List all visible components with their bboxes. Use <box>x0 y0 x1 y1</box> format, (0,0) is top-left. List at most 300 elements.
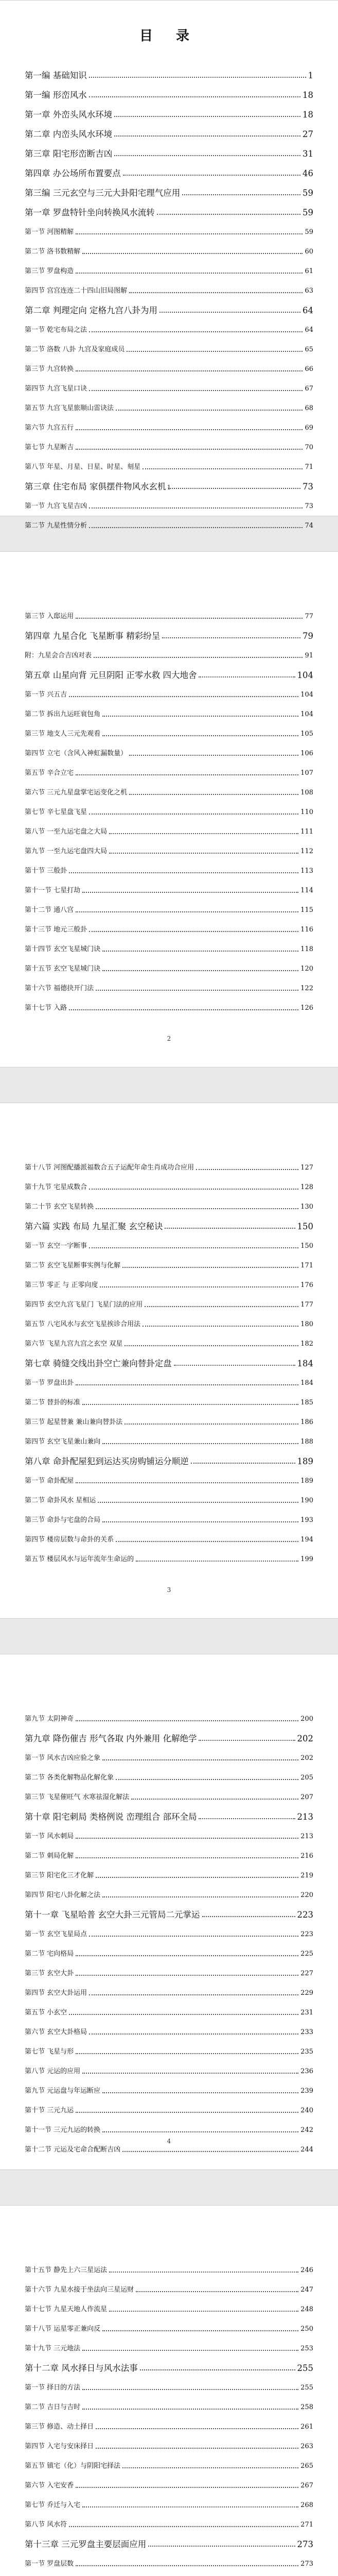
toc-entry[interactable] <box>25 662 313 682</box>
toc-entry[interactable] <box>25 1487 313 1507</box>
toc-entry[interactable] <box>25 760 313 779</box>
toc-entry[interactable] <box>25 160 313 180</box>
toc-entry-title: 第三章 阳宅形峦断吉凶 <box>25 149 113 159</box>
toc-entry-title: 第三节 罗盘构造 <box>25 267 74 275</box>
toc-entry-title: 第二节 命卦风水 星相运 <box>25 1497 96 1504</box>
dot-leader <box>98 1502 298 1503</box>
dot-leader <box>82 2409 298 2410</box>
toc-entry-page-number: 113 <box>300 867 313 875</box>
toc-entry-title: 第五节 小玄空 <box>25 2009 67 2016</box>
toc-entry-page-number: 263 <box>300 2443 313 2450</box>
toc-entry-title: 第十二节 元运及宅命合配断吉凶 <box>25 2146 121 2154</box>
toc-entry-title: 第八节 一至九运宅盘之大局 <box>25 828 108 836</box>
toc-entry-title: 第一编 形峦风水 <box>25 90 87 100</box>
toc-list <box>25 62 313 532</box>
dot-leader <box>140 2369 295 2370</box>
toc-entry[interactable] <box>25 799 313 819</box>
toc-entry-page-number: 205 <box>300 1774 313 1782</box>
toc-entry[interactable] <box>25 740 313 760</box>
dot-leader <box>76 2053 298 2054</box>
toc-entry[interactable] <box>25 2433 313 2453</box>
toc-entry-title: 第二节 玄空飞星断事实例与化解 <box>25 1262 121 1269</box>
toc-entry-page-number: 184 <box>297 1359 313 1368</box>
toc-entry-title: 第八节 元运的应用 <box>25 2067 81 2075</box>
toc-entry[interactable] <box>25 877 313 897</box>
toc-entry[interactable] <box>25 917 313 936</box>
toc-entry[interactable] <box>25 2394 313 2414</box>
toc-entry-page-number: 244 <box>300 2146 313 2154</box>
toc-entry[interactable] <box>25 2335 313 2355</box>
dot-leader <box>76 1975 298 1976</box>
toc-entry-page-number: 207 <box>300 1793 313 1801</box>
toc-entry-title: 第八节 年星、月星、日星、时星、刻星 <box>25 463 141 471</box>
toc-entry[interactable] <box>25 2570 313 2576</box>
toc-entry[interactable] <box>25 1823 313 1843</box>
toc-entry[interactable] <box>25 1902 313 1921</box>
dot-leader <box>69 2526 298 2527</box>
toc-entry-title: 第一章 外峦头风水环境 <box>25 110 113 120</box>
toc-entry[interactable] <box>25 1527 313 1546</box>
dot-leader <box>82 2389 298 2390</box>
toc-entry[interactable] <box>25 2551 313 2570</box>
toc-entry[interactable] <box>25 82 313 101</box>
toc-entry-page-number: 61 <box>305 267 313 275</box>
dot-leader <box>109 2311 298 2312</box>
dot-leader <box>109 833 298 834</box>
toc-entry-title: 第二章 判理定向 定格九宫八卦为用 <box>25 306 157 315</box>
toc-entry[interactable] <box>25 975 313 995</box>
toc-entry-page-number: 59 <box>303 208 313 217</box>
toc-entry-page-number: 1 <box>308 71 313 80</box>
toc-entry-title: 第五节 八宅风水与玄空飞星挨诊合用法 <box>25 1320 141 1328</box>
toc-entry[interactable] <box>25 356 313 376</box>
toc-entry-page-number: 68 <box>305 404 313 412</box>
toc-entry[interactable] <box>25 721 313 740</box>
toc-entry[interactable] <box>25 415 313 434</box>
toc-entry[interactable] <box>25 936 313 956</box>
toc-entry-page-number: 219 <box>300 1872 313 1879</box>
toc-entry-page-number: 271 <box>300 2521 313 2529</box>
dot-leader <box>96 2448 298 2449</box>
toc-entry-page-number: 67 <box>305 385 313 393</box>
toc-entry-title: 第四章 办公场所布置要点 <box>25 168 121 178</box>
toc-entry-title: 第七章 骑缝交线出卦空亡兼向替卦定盘 <box>25 1359 172 1368</box>
toc-entry-title: 第十七节 入路 <box>25 1004 67 1012</box>
toc-entry-page-number: 200 <box>300 1715 313 1723</box>
toc-entry[interactable] <box>25 278 313 297</box>
dot-leader <box>76 1955 298 1956</box>
toc-entry[interactable] <box>25 219 313 239</box>
dot-leader <box>89 2033 298 2035</box>
toc-entry-page-number: 77 <box>305 613 313 620</box>
toc-entry-title: 第六节 玄空大卦格局 <box>25 2028 87 2036</box>
toc-entry[interactable] <box>25 1389 313 1409</box>
toc-entry-page-number: 130 <box>300 1203 313 1211</box>
dot-leader <box>100 1286 298 1287</box>
toc-entry[interactable] <box>25 180 313 199</box>
toc-entry[interactable] <box>25 1706 313 1725</box>
toc-entry[interactable] <box>25 1311 313 1331</box>
toc-entry[interactable] <box>25 2375 313 2394</box>
toc-entry[interactable] <box>25 1546 313 1566</box>
toc-entry-page-number: 106 <box>300 750 313 757</box>
toc-entry[interactable] <box>25 1980 313 1999</box>
toc-entry-page-number: 229 <box>300 1989 313 1997</box>
dot-leader <box>89 77 306 78</box>
toc-entry[interactable] <box>25 2058 313 2078</box>
dot-leader <box>102 970 298 971</box>
toc-entry-page-number: 18 <box>303 110 313 120</box>
dot-leader <box>69 696 298 697</box>
toc-entry-title: 第十一章 飞星哈普 玄空大卦三元管局二元掌运 <box>25 1910 200 1920</box>
toc-entry-page-number: 189 <box>297 1456 313 1466</box>
toc-entry[interactable] <box>25 1233 313 1252</box>
toc-entry-page-number: 220 <box>300 1891 313 1899</box>
toc-list <box>25 603 313 1014</box>
dot-leader <box>129 794 298 795</box>
toc-entry-title: 第一节 罗盘出卦 <box>25 1379 74 1387</box>
toc-entry-page-number: 258 <box>300 2403 313 2411</box>
toc-entry-title: 第三节 九宫转换 <box>25 365 74 373</box>
toc-entry[interactable] <box>25 297 313 317</box>
toc-entry[interactable] <box>25 121 313 141</box>
toc-entry-title: 第四节 玄空大卦运用 <box>25 1989 87 1997</box>
toc-entry-page-number: 223 <box>300 1930 313 1938</box>
dot-leader <box>145 1306 298 1307</box>
dot-leader <box>202 1916 295 1917</box>
toc-entry[interactable] <box>25 2019 313 2039</box>
dot-leader <box>76 370 303 371</box>
toc-entry-page-number: 213 <box>300 1833 313 1840</box>
toc-entry-title: 第六节 九宫五行 <box>25 424 74 432</box>
toc-entry-page-number: 120 <box>300 965 313 973</box>
toc-entry[interactable] <box>25 258 313 278</box>
toc-entry-page-number: 59 <box>303 188 313 198</box>
toc-entry[interactable] <box>25 858 313 877</box>
toc-entry-page-number: 213 <box>297 1812 313 1822</box>
dot-leader <box>69 872 298 873</box>
toc-entry[interactable] <box>25 1941 313 1960</box>
dot-leader <box>122 2151 298 2152</box>
dot-leader <box>89 331 303 332</box>
toc-entry[interactable] <box>25 701 313 721</box>
page-number: 2 <box>167 1035 171 1042</box>
dot-leader <box>191 1463 295 1464</box>
toc-entry-title: 第四节 玄空飞星兼山兼向 <box>25 1438 101 1446</box>
toc-entry-title: 第二节 拆出九运旺衰包角 <box>25 710 101 718</box>
toc-entry[interactable] <box>25 1213 313 1233</box>
toc-entry-page-number: 74 <box>305 522 313 530</box>
toc-entry-page-number: 79 <box>303 631 313 641</box>
toc-entry-page-number: 73 <box>305 502 313 510</box>
dot-leader <box>127 351 303 352</box>
toc-entry[interactable] <box>25 1155 313 1174</box>
toc-entry[interactable] <box>25 1448 313 1468</box>
dot-leader <box>89 931 298 932</box>
toc-entry-title: 第二节 九星性情分析 <box>25 522 87 530</box>
toc-entry-page-number: 246 <box>300 2266 313 2274</box>
toc-entry[interactable] <box>25 2355 313 2375</box>
toc-entry-page-number: 70 <box>305 444 313 451</box>
toc-entry-page-number: 171 <box>300 1262 313 1269</box>
toc-entry-page-number: 250 <box>300 2325 313 2333</box>
toc-entry-page-number: 114 <box>300 887 313 894</box>
toc-entry-page-number: 111 <box>300 828 313 836</box>
toc-entry[interactable] <box>25 956 313 975</box>
toc-entry-page-number: 46 <box>303 168 313 178</box>
toc-entry[interactable] <box>25 897 313 917</box>
dot-leader <box>148 2546 295 2547</box>
toc-entry-page-number: 65 <box>305 346 313 353</box>
toc-entry[interactable] <box>25 2257 313 2277</box>
toc-entry-page-number: 239 <box>300 2087 313 2095</box>
toc-entry-page-number: 18 <box>303 90 313 100</box>
page-number: 1 <box>167 484 171 491</box>
dot-leader <box>159 312 300 313</box>
dot-leader <box>76 1384 298 1385</box>
dot-leader <box>94 657 303 658</box>
toc-entry-title: 第四节 宫宫连连二十四山旧局图解 <box>25 287 128 295</box>
dot-leader <box>76 273 303 274</box>
toc-entry-page-number: 59 <box>305 228 313 236</box>
toc-entry[interactable] <box>25 1882 313 1902</box>
toc-entry[interactable] <box>25 141 313 160</box>
toc-entry[interactable] <box>25 1804 313 1823</box>
toc-entry-page-number: 182 <box>300 1340 313 1348</box>
toc-entry-title: 第五章 山星向背 元旦阴阳 正零水救 四大地舍 <box>25 670 197 680</box>
toc-entry[interactable] <box>25 682 313 701</box>
dot-leader <box>69 2014 298 2015</box>
dot-leader <box>76 2112 298 2113</box>
dot-leader <box>82 2073 298 2074</box>
toc-entry-title: 第七节 乔迁与入宅 <box>25 2501 81 2509</box>
dot-leader <box>122 2467 298 2468</box>
toc-entry-page-number: 73 <box>303 482 313 492</box>
toc-entry-title: 第九节 太阴神奇 <box>25 1715 74 1723</box>
toc-entry-title: 第一节 兴五吉 <box>25 691 67 699</box>
toc-entry-title: 第三节 命卦与宅盘的合局 <box>25 1516 101 1524</box>
toc-entry-title: 第十六节 九星水接于坐法向三星运财 <box>25 2286 134 2294</box>
toc-entry[interactable] <box>25 1843 313 1862</box>
toc-entry-title: 第九章 降伤催吉 形气各取 内外兼用 化解绝学 <box>25 1734 197 1743</box>
document-page <box>0 1654 338 2170</box>
document-page <box>0 0 338 530</box>
toc-entry-title: 第一节 玄空飞星局点 <box>25 1930 87 1938</box>
toc-entry[interactable] <box>25 239 313 258</box>
dot-leader <box>124 1423 298 1425</box>
toc-entry[interactable] <box>25 2078 313 2097</box>
toc-entry-title: 第三节 阳宅化三才化解 <box>25 1872 94 1879</box>
dot-leader <box>131 1799 298 1800</box>
dot-leader <box>162 637 300 638</box>
toc-entry-page-number: 255 <box>297 2363 313 2373</box>
toc-entry[interactable] <box>25 995 313 1014</box>
dot-leader <box>116 1779 298 1780</box>
toc-entry[interactable] <box>25 2039 313 2058</box>
toc-entry-page-number: 91 <box>305 652 313 659</box>
toc-entry-page-number: 265 <box>300 2462 313 2470</box>
toc-entry-title: 第十九节 三元地法 <box>25 2345 81 2352</box>
toc-entry[interactable] <box>25 1745 313 1765</box>
toc-entry[interactable] <box>25 1350 313 1370</box>
toc-entry[interactable] <box>25 395 313 415</box>
toc-entry[interactable] <box>25 2453 313 2472</box>
toc-entry-title: 第一节 乾宅布局之法 <box>25 326 87 334</box>
dot-leader <box>199 1740 295 1741</box>
toc-entry-page-number: 240 <box>300 2107 313 2114</box>
toc-entry-title: 第六节 入宅安香 <box>25 2482 74 2489</box>
dot-leader <box>116 1541 298 1542</box>
dot-leader <box>102 716 298 717</box>
toc-entry-title: 第四节 九宫飞星口诀 <box>25 385 87 393</box>
toc-entry[interactable] <box>25 1409 313 1429</box>
toc-entry[interactable] <box>25 1331 313 1350</box>
toc-entry[interactable] <box>25 1507 313 1527</box>
toc-entry-title: 第三节 玄空大卦 <box>25 1970 74 1977</box>
toc-entry[interactable] <box>25 2097 313 2117</box>
toc-entry[interactable] <box>25 1252 313 1272</box>
dot-leader <box>76 1720 298 1721</box>
dot-leader <box>89 1994 298 1995</box>
toc-entry[interactable] <box>25 642 313 662</box>
toc-entry-page-number: 190 <box>300 1497 313 1504</box>
toc-entry[interactable] <box>25 1921 313 1941</box>
dot-leader <box>82 2350 298 2351</box>
dot-leader <box>76 429 303 430</box>
toc-entry[interactable] <box>25 2296 313 2316</box>
toc-entry[interactable] <box>25 819 313 838</box>
toc-list <box>25 2257 313 2576</box>
toc-entry-page-number: 193 <box>300 1516 313 1524</box>
toc-entry[interactable] <box>25 838 313 858</box>
toc-entry-title: 第二节 各类化解物品化解化象 <box>25 1774 114 1782</box>
toc-entry[interactable] <box>25 1784 313 1804</box>
toc-entry-title: 第十九节 宅星成数合 <box>25 1183 87 1191</box>
toc-entry-page-number: 273 <box>300 2560 313 2568</box>
toc-entry[interactable] <box>25 2472 313 2492</box>
dot-leader <box>82 253 303 254</box>
toc-entry-page-number: 177 <box>300 1301 313 1309</box>
toc-entry[interactable] <box>25 317 313 336</box>
dot-leader <box>114 135 300 137</box>
toc-entry[interactable] <box>25 1765 313 1784</box>
dot-leader <box>76 774 298 775</box>
toc-title: 目 录 <box>139 28 199 44</box>
toc-entry[interactable] <box>25 2316 313 2335</box>
dot-leader <box>102 735 298 736</box>
toc-entry[interactable] <box>25 62 313 82</box>
toc-entry-page-number: 176 <box>300 1281 313 1289</box>
toc-entry-page-number: 64 <box>303 306 313 315</box>
toc-entry-title: 第六节 飞星九宫九宫之玄空 双星 <box>25 1340 123 1348</box>
dot-leader <box>76 1838 298 1839</box>
toc-entry[interactable] <box>25 513 313 532</box>
toc-entry-title: 第三章 住宅布局 家俱摆件物风水玄机 <box>25 482 166 492</box>
document-page <box>0 551 338 1067</box>
toc-entry-page-number: 66 <box>305 365 313 373</box>
toc-entry[interactable] <box>25 623 313 642</box>
toc-entry[interactable] <box>25 2277 313 2296</box>
toc-entry-title: 第十章 阳宅刺局 类格例说 峦理组合 部环全局 <box>25 1812 197 1822</box>
toc-entry-title: 第二节 宅向格局 <box>25 1950 74 1958</box>
toc-entry-title: 第一节 风水吉凶应验之象 <box>25 1754 101 1762</box>
toc-entry[interactable] <box>25 1960 313 1980</box>
toc-entry[interactable] <box>25 1429 313 1448</box>
toc-entry[interactable] <box>25 1999 313 2019</box>
toc-entry-title: 第四节 楼房层数与命卦的关系 <box>25 1536 114 1544</box>
toc-entry[interactable] <box>25 1468 313 1487</box>
toc-entry-page-number: 31 <box>303 149 313 159</box>
dot-leader <box>114 155 300 156</box>
toc-entry-title: 第十节 三元九运 <box>25 2107 74 2114</box>
toc-entry-title: 第二十节 玄空飞星转换 <box>25 1203 94 1211</box>
toc-entry-title: 第六篇 实践 布局 九星汇聚 玄空秘诀 <box>25 1222 163 1231</box>
toc-entry-page-number: 199 <box>300 1555 313 1563</box>
toc-entry[interactable] <box>25 2531 313 2551</box>
toc-entry[interactable] <box>25 1292 313 1311</box>
toc-entry[interactable] <box>25 101 313 121</box>
toc-entry[interactable] <box>25 2414 313 2433</box>
toc-entry[interactable] <box>25 1725 313 1745</box>
toc-entry[interactable] <box>25 2492 313 2512</box>
toc-entry[interactable] <box>25 1174 313 1194</box>
dot-leader <box>114 116 300 117</box>
dot-leader <box>196 1169 298 1170</box>
toc-entry-title: 第二章 内峦头风水环境 <box>25 129 113 139</box>
dot-leader <box>96 990 298 991</box>
dot-leader <box>102 1521 298 1522</box>
toc-entry[interactable] <box>25 199 313 219</box>
toc-entry-page-number: 273 <box>297 2539 313 2549</box>
toc-entry[interactable] <box>25 1370 313 1389</box>
toc-entry-title: 第二节 洛书数精解 <box>25 248 81 256</box>
dot-leader <box>136 1561 298 1562</box>
toc-entry[interactable] <box>25 2512 313 2531</box>
toc-entry-title: 第九节 一至九运宅盘四大局 <box>25 848 108 855</box>
toc-entry-title: 第二节 吉日与吉时 <box>25 2403 81 2411</box>
dot-leader <box>76 1857 298 1858</box>
document-page <box>0 1103 338 1619</box>
toc-list <box>25 1706 313 2156</box>
toc-entry[interactable] <box>25 454 313 473</box>
toc-entry[interactable] <box>25 493 313 513</box>
toc-entry-page-number: 69 <box>305 424 313 432</box>
toc-entry[interactable] <box>25 434 313 454</box>
toc-entry[interactable] <box>25 603 313 623</box>
toc-entry[interactable] <box>25 1272 313 1292</box>
toc-entry[interactable] <box>25 376 313 395</box>
toc-entry-page-number: 194 <box>300 1536 313 1544</box>
toc-entry[interactable] <box>25 336 313 356</box>
dot-leader <box>102 1759 298 1760</box>
toc-entry-title: 第四节 入宅与安床择日 <box>25 2443 94 2450</box>
toc-entry-page-number: 233 <box>300 2028 313 2036</box>
toc-entry-title: 第七节 飞星与形 <box>25 2048 74 2056</box>
toc-entry[interactable] <box>25 2117 313 2137</box>
toc-entry-page-number: 248 <box>300 2306 313 2313</box>
toc-entry[interactable] <box>25 1862 313 1882</box>
toc-entry-title: 第十一节 三元九运的转换 <box>25 2126 101 2134</box>
toc-entry-title: 第四章 九星合化 飞星断事 精彩纷呈 <box>25 631 161 641</box>
toc-entry-title: 第二节 洛数 八卦 九宫及家庭成员 <box>25 346 125 353</box>
toc-entry[interactable] <box>25 779 313 799</box>
dot-leader <box>109 2272 298 2273</box>
dot-leader <box>165 1228 295 1229</box>
toc-entry-page-number: 127 <box>300 1164 313 1172</box>
toc-entry-title: 第十四节 玄空飞星城门诀 <box>25 945 101 953</box>
toc-entry[interactable] <box>25 1194 313 1213</box>
dot-leader <box>102 951 298 952</box>
